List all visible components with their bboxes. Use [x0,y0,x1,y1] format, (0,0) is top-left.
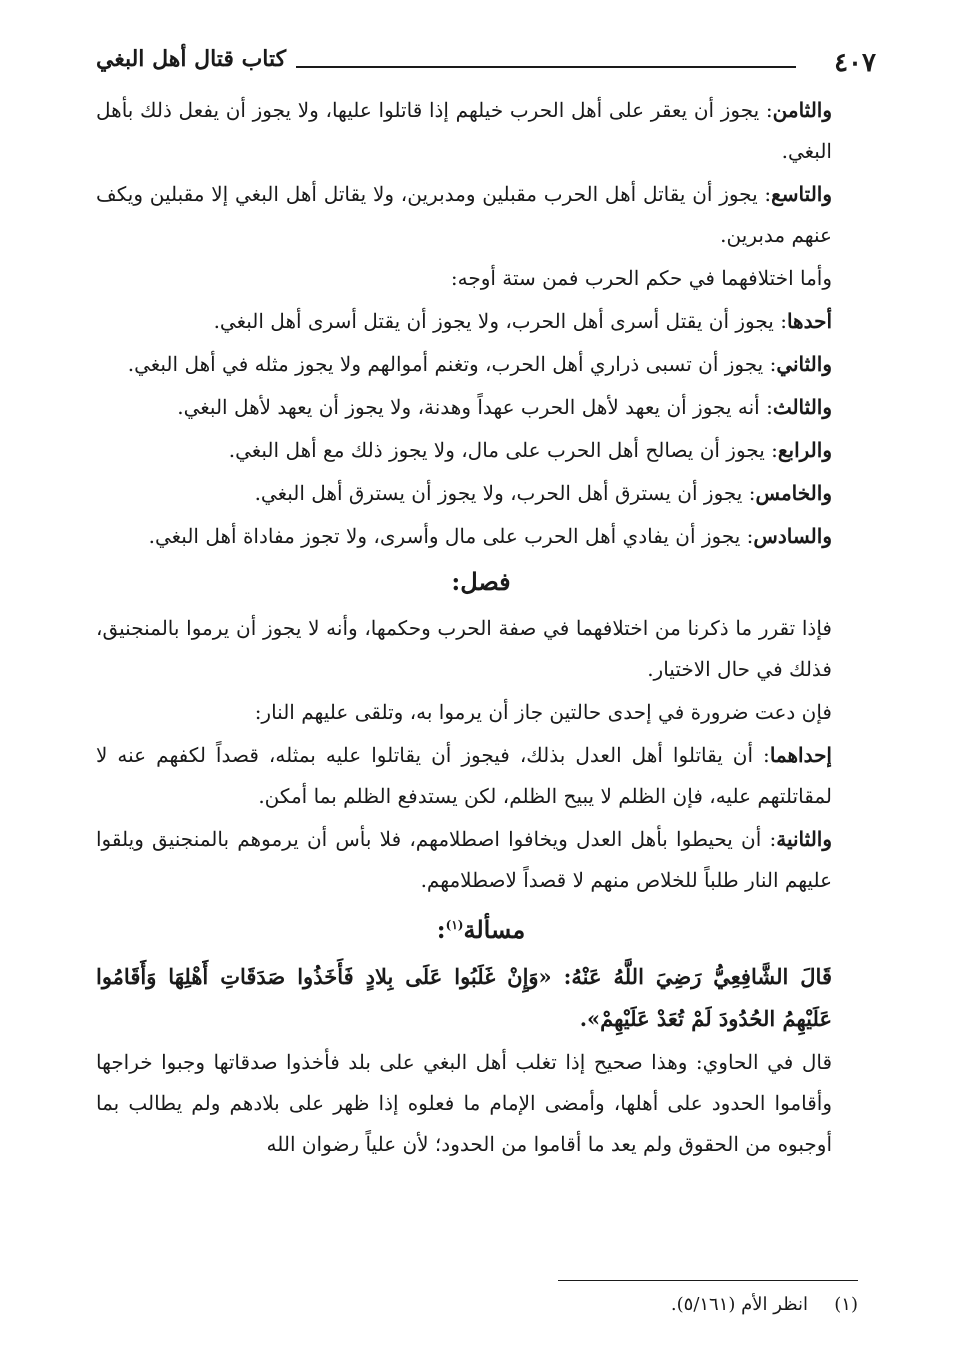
paragraph-lead: والثاني [776,352,832,376]
paragraph [96,819,866,901]
paragraph [96,174,866,256]
paragraph-text: وأما اختلافهما في حكم الحرب فمن ستة أوجه: [450,266,832,290]
footnote [358,1290,858,1320]
paragraph-lead: والتاسع [771,182,832,206]
paragraph [96,344,866,385]
paragraph [96,430,866,471]
section-heading-text: مسألة [463,915,526,944]
section-heading: فصل: [451,567,511,596]
paragraph-text: : يجوز أن تسبى ذراري أهل الحرب، وتغنم أموالهم ولا يجوز مثله في أهل البغي. [127,352,777,376]
paragraph-text: فإن دعت ضرورة في إحدى حالتين جاز أن يرموا به، وتلقى عليهم النار: [254,700,832,724]
paragraph-text: : أنه يجوز أن يعهد لأهل الحرب عهداً وهدنة، ولا يجوز أن يعهد لأهل البغي. [177,395,773,419]
paragraph-lead: والخامس [755,481,832,505]
footnote-number: (١) [834,1294,858,1315]
paragraph-text: فإذا تقرر ما ذكرنا من اختلافهما في صفة الحرب وحكمها، وأنه لا يجوز أن يرموا بالمنجنيق، فذلك في حال الاختيار. [96,616,832,681]
paragraph-lead: والثالث [772,395,832,419]
paragraph-lead: أحدها [786,309,832,333]
paragraph [96,387,866,428]
footnote-reference: (١) [445,918,464,932]
page-number: ٤٠٧ [834,48,876,78]
paragraph-lead: والسادس [753,524,832,548]
paragraph-lead: والثانية [776,827,832,851]
paragraph [96,258,866,299]
paragraph-text: : يجوز أن يسترق أهل الحرب، ولا يجوز أن يسترق أهل البغي. [254,481,756,505]
matn-quote: قَالَ الشَّافِعِيُّ رَضِيَ اللَّهُ عَنْهُ: «وَإِنْ غَلَبُوا عَلَى بِلادٍ فَأَخَذُوا صَدَقَاتِ أَهْلِهَا وَأَقَامُوا عَلَيْهِمُ الحُدُودَ لَمْ تُعَدْ عَلَيْهِمْ». [96,964,832,1031]
paragraph-text: : أن يقاتلوا أهل العدل بذلك، فيجوز أن يقاتلوا عليه بمثله، قصداً لكفهم عنه لا لمقاتلتهم عليه، فإن الظلم لا يبيح الظلم، لكن يستدفع الظلم بما أمكن. [96,743,832,808]
paragraph-text: : يجوز أن يصالح أهل الحرب على مال، ولا يجوز ذلك مع أهل البغي. [228,438,778,462]
paragraph-lead: والثامن [772,98,832,122]
paragraph [96,735,866,817]
paragraph-text: : يجوز أن يفادي أهل الحرب على مال وأسرى، ولا تجوز مفاداة أهل البغي. [148,524,754,548]
paragraph-lead: إحداهما [769,743,832,767]
commentary-paragraph: قال في الحاوي: وهذا صحيح إذا تغلب أهل البغي على بلد فأخذوا صدقاتها وجبوا خراجها وأقاموا الحدود على أهلها، وأمضى الإمام ما فعلوه إذا ظهر على بلادهم ولم يطالب بما أوجبوه من الحقوق ولم يعد ما أقاموا من الحدود؛ لأن علياً رضوان الله [96,1050,832,1156]
page-header [96,44,876,84]
paragraph-text: : يجوز أن يعقر على أهل الحرب خيلهم إذا قاتلوا عليها، ولا يجوز أن يفعل ذلك بأهل البغي. [96,98,832,163]
footnote-rule [558,1280,858,1281]
paragraph [96,692,866,733]
paragraph-text: : أن يحيطوا بأهل العدل ويخافوا اصطلامهم، فلا بأس أن يرموهم بالمنجنيق ويلقوا عليهم النار طلباً للخلاص منهم لا قصداً لاصطلامهم. [96,827,832,892]
running-title: كتاب قتال أهل البغي [96,46,287,72]
paragraph [96,90,866,172]
paragraph-text: : يجوز أن يقتل أسرى أهل الحرب، ولا يجوز أن يقتل أسرى أهل البغي. [213,309,787,333]
section-heading-colon: : [436,915,446,944]
paragraph [96,516,866,557]
footnote-text: انظر الأم (٥/١٦١). [670,1294,808,1315]
paragraph-text: : يجوز أن يقاتل أهل الحرب مقبلين ومدبرين، ولا يقاتل أهل البغي إلا مقبلين ويكف عنهم مدبرين. [96,182,832,247]
paragraph [96,473,866,514]
header-rule [296,66,796,68]
paragraph [96,608,866,690]
main-text [96,90,866,1167]
paragraph [96,301,866,342]
section-heading-masala [96,905,866,950]
paragraph-lead: والرابع [777,438,832,462]
